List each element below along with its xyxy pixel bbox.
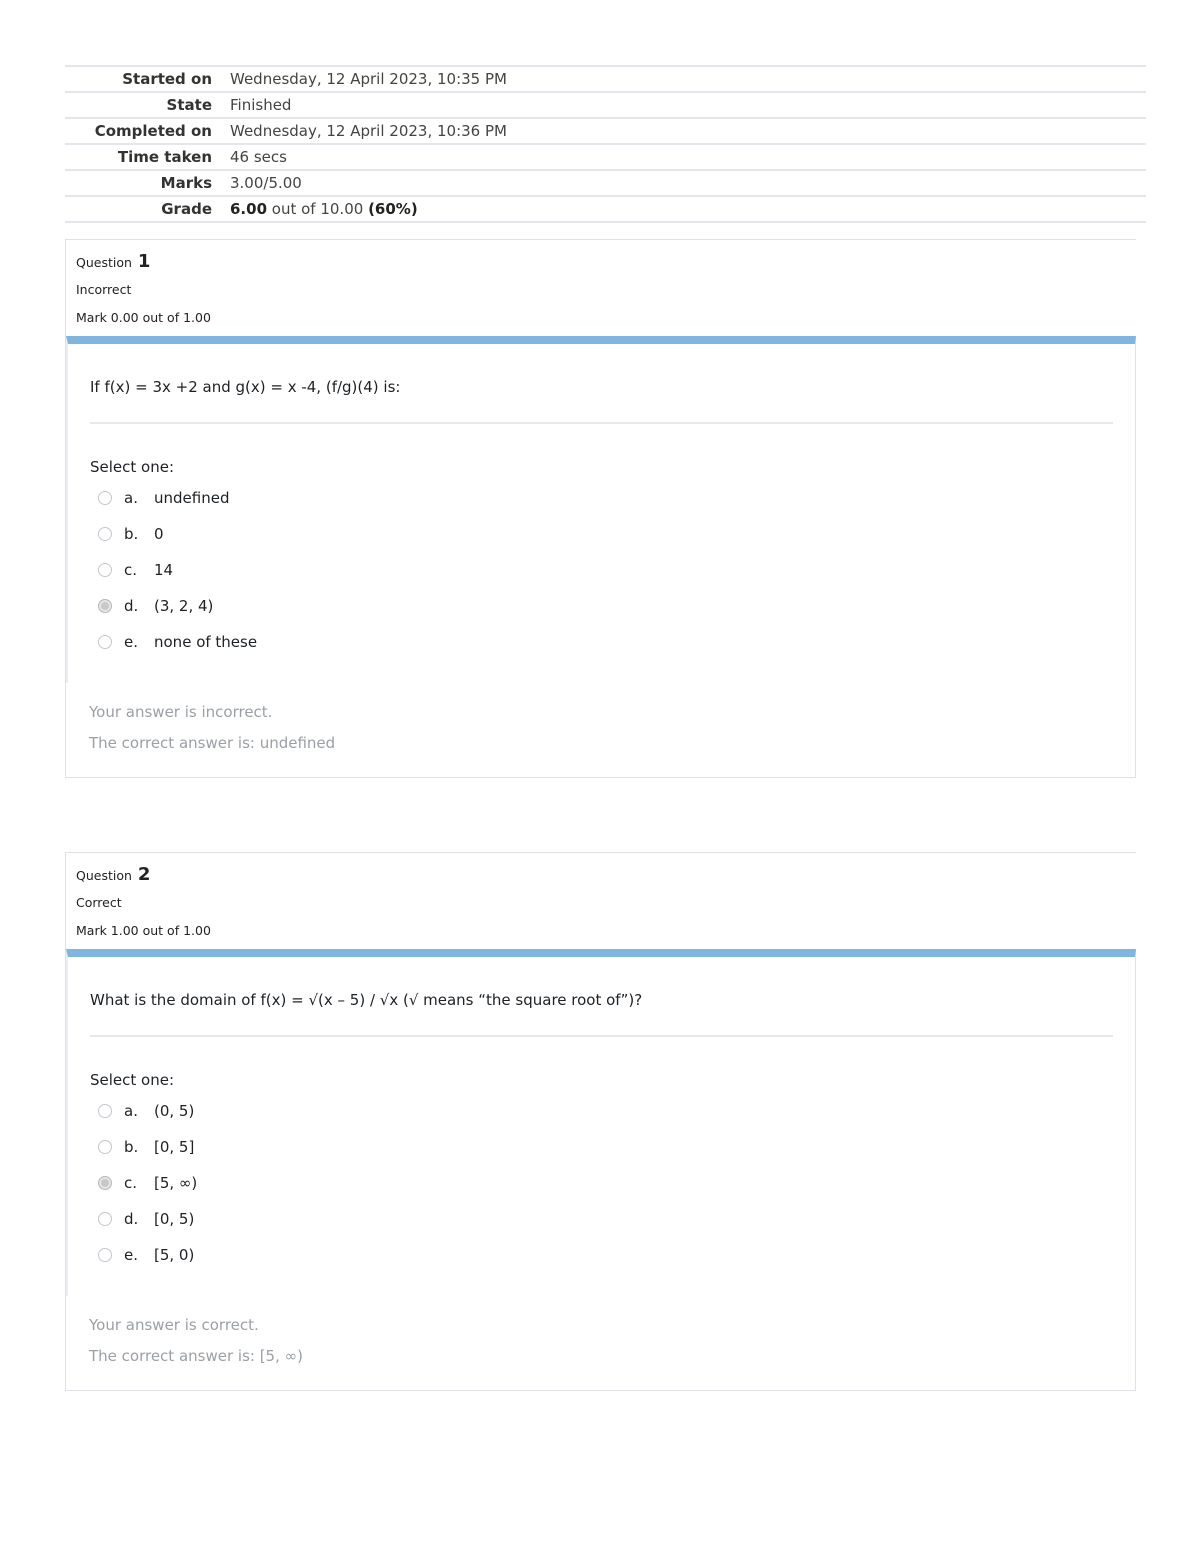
- answer-option-c[interactable]: [90, 1165, 1113, 1201]
- option-letter: c.: [124, 561, 138, 579]
- question-state: Incorrect: [76, 282, 132, 297]
- answer-option-b[interactable]: [90, 1129, 1113, 1165]
- radio-button[interactable]: [98, 1248, 112, 1262]
- answer-option-d[interactable]: [90, 588, 1113, 624]
- grade-value: [230, 200, 418, 218]
- radio-button[interactable]: [98, 1140, 112, 1154]
- question-number-value: 1: [137, 251, 151, 272]
- summary-row-time-taken: [65, 145, 1146, 171]
- summary-value: Wednesday, 12 April 2023, 10:35 PM: [230, 70, 507, 88]
- attempt-summary-table: [65, 65, 1146, 223]
- question-mark: Mark 0.00 out of 1.00: [76, 310, 211, 325]
- option-text: [5, ∞): [154, 1174, 198, 1192]
- question-label: Question: [76, 868, 132, 883]
- option-letter: d.: [124, 1210, 139, 1228]
- radio-button[interactable]: [98, 635, 112, 649]
- option-text: [0, 5): [154, 1210, 195, 1228]
- radio-button-selected[interactable]: [98, 599, 112, 613]
- question-info: [66, 853, 1136, 949]
- correct-answer-text: The correct answer is: undefined: [89, 734, 336, 752]
- answer-option-a[interactable]: [90, 1093, 1113, 1129]
- answer-option-c[interactable]: [90, 552, 1113, 588]
- summary-label: Grade: [161, 200, 212, 218]
- summary-row-started-on: [65, 67, 1146, 93]
- correct-answer-text: The correct answer is: [5, ∞): [89, 1347, 303, 1365]
- summary-value: Wednesday, 12 April 2023, 10:36 PM: [230, 122, 507, 140]
- answer-option-e[interactable]: [90, 624, 1113, 660]
- summary-value: Finished: [230, 96, 292, 114]
- question-number: [76, 861, 1126, 889]
- question-info: [66, 240, 1136, 336]
- question-label: Question: [76, 255, 132, 270]
- question-text: What is the domain of f(x) = √(x – 5) / √x (√ means “the square root of”)?: [90, 957, 1113, 1037]
- feedback-text: Your answer is correct.: [89, 1316, 259, 1334]
- grade-out-of: out of 10.00: [267, 200, 369, 218]
- question-number: [76, 248, 1126, 276]
- radio-button[interactable]: [98, 1212, 112, 1226]
- option-letter: b.: [124, 1138, 139, 1156]
- grade-percent: (60%): [368, 200, 418, 218]
- option-letter: e.: [124, 1246, 138, 1264]
- question-feedback: [66, 1296, 1136, 1390]
- option-letter: a.: [124, 1102, 138, 1120]
- answer-option-b[interactable]: [90, 516, 1113, 552]
- summary-row-marks: [65, 171, 1146, 197]
- question-card-1: [65, 239, 1136, 778]
- answer-option-a[interactable]: [90, 480, 1113, 516]
- answer-option-d[interactable]: [90, 1201, 1113, 1237]
- option-text: undefined: [154, 489, 230, 507]
- question-state: Correct: [76, 895, 122, 910]
- feedback-text: Your answer is incorrect.: [89, 703, 273, 721]
- option-text: none of these: [154, 633, 258, 651]
- question-content: [66, 336, 1136, 683]
- radio-button[interactable]: [98, 563, 112, 577]
- summary-row-completed-on: [65, 119, 1146, 145]
- option-letter: d.: [124, 597, 139, 615]
- option-letter: c.: [124, 1174, 138, 1192]
- summary-value: 46 secs: [230, 148, 287, 166]
- option-letter: a.: [124, 489, 138, 507]
- summary-value: 3.00/5.00: [230, 174, 302, 192]
- summary-row-state: [65, 93, 1146, 119]
- select-one-label: Select one:: [90, 458, 175, 476]
- summary-label: Started on: [122, 70, 212, 88]
- summary-label: Marks: [160, 174, 212, 192]
- question-number-value: 2: [137, 864, 151, 885]
- question-content: [66, 949, 1136, 1296]
- option-text: [0, 5]: [154, 1138, 195, 1156]
- radio-button[interactable]: [98, 1104, 112, 1118]
- option-text: (3, 2, 4): [154, 597, 214, 615]
- answer-option-e[interactable]: [90, 1237, 1113, 1273]
- summary-label: Completed on: [94, 122, 212, 140]
- radio-button[interactable]: [98, 491, 112, 505]
- option-text: 0: [154, 525, 164, 543]
- select-one-label: Select one:: [90, 1071, 175, 1089]
- grade-score: 6.00: [230, 200, 268, 218]
- option-letter: b.: [124, 525, 139, 543]
- question-text: If f(x) = 3x +2 and g(x) = x -4, (f/g)(4) is:: [90, 344, 1113, 424]
- option-text: [5, 0): [154, 1246, 195, 1264]
- question-feedback: [66, 683, 1136, 777]
- summary-label: State: [166, 96, 212, 114]
- option-letter: e.: [124, 633, 138, 651]
- radio-button[interactable]: [98, 527, 112, 541]
- question-card-2: [65, 852, 1136, 1391]
- radio-button-selected[interactable]: [98, 1176, 112, 1190]
- question-mark: Mark 1.00 out of 1.00: [76, 923, 211, 938]
- option-text: 14: [154, 561, 174, 579]
- summary-row-grade: [65, 197, 1146, 223]
- summary-label: Time taken: [117, 148, 212, 166]
- option-text: (0, 5): [154, 1102, 195, 1120]
